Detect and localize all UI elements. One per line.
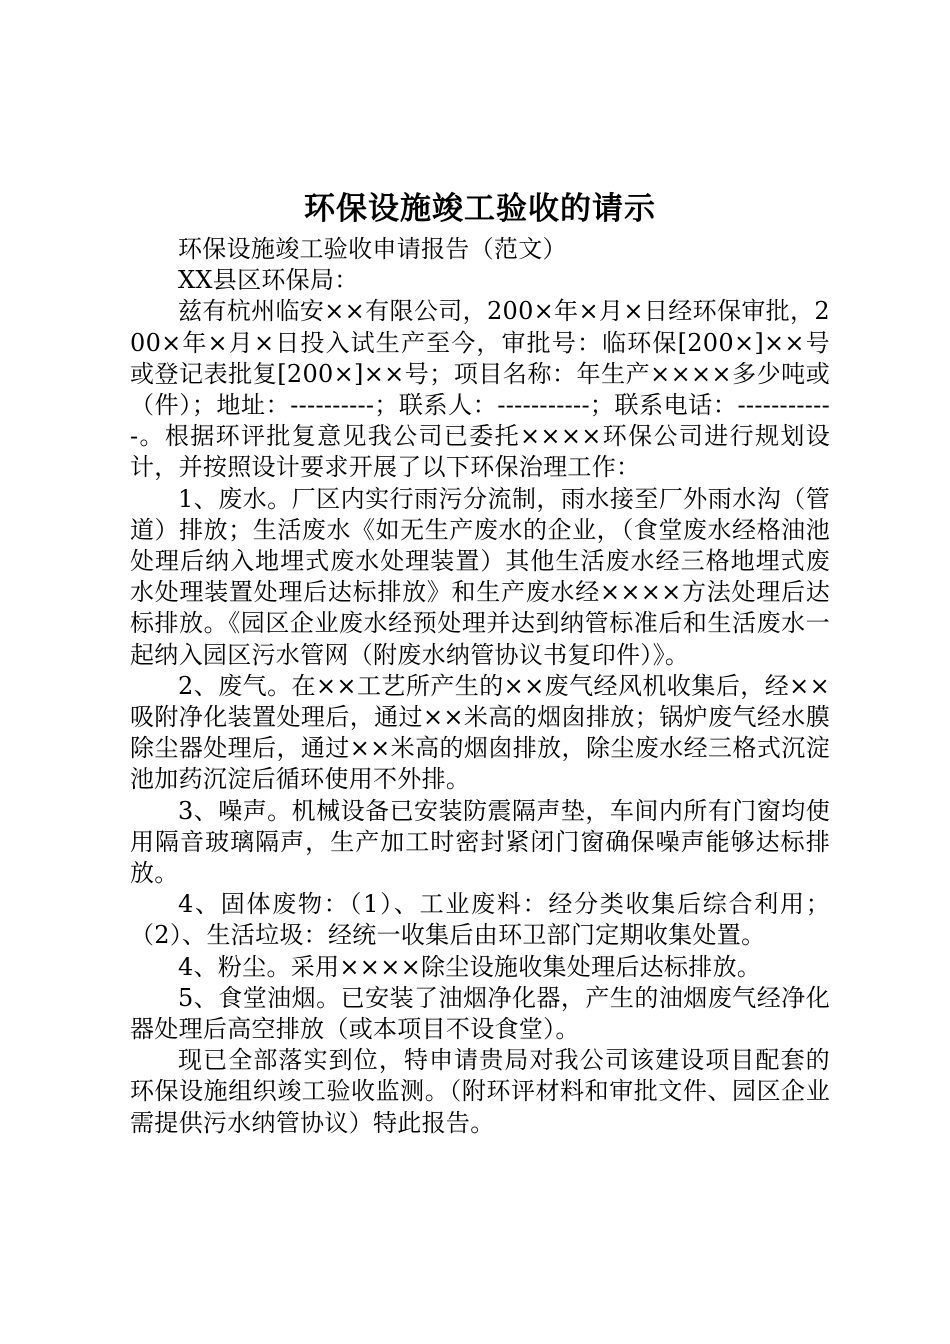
paragraph-recipient: XX县区环保局： <box>178 266 359 295</box>
paragraph-kitchen-fumes: 5、食堂油烟。已安装了油烟净化器，产生的油烟废气经净化器处理后高空排放（或本项目不设食堂）。 <box>130 983 830 1044</box>
document-title: 环保设施竣工验收的请示 <box>304 191 656 227</box>
paragraph-solid-waste: 4、固体废物：（1）、工业废料：经分类收集后综合利用；（2）、生活垃圾：经统一收集后由环卫部门定期收集处置。 <box>130 890 830 950</box>
paragraph-report-heading: 环保设施竣工验收申请报告（范文） <box>178 235 567 263</box>
paragraph-noise: 3、噪声。机械设备已安装防震隔声垫，车间内所有门窗均使用隔音玻璃隔声，生产加工时密封紧闭门窗确保噪声能够达标排放。 <box>130 796 830 888</box>
paragraph-wastewater: 1、废水。厂区内实行雨污分流制，雨水接至厂外雨水沟（管道）排放；生活废水《如无生产废水的企业，（食堂废水经格油池处理后纳入地埋式废水处理装置）其他生活废水经三格地埋式废水处理装置处理后达标排放》和生产废水经××××方法处理后达标排放。《园区企业废水经预处理并达到纳管标准后和生活废水一起纳入园区污水管网（附废水纳管协议书复印件）》。 <box>130 484 830 669</box>
paragraph-dust: 4、粉尘。采用××××除尘设施收集处理后达标排放。 <box>178 952 762 981</box>
paragraph-company-intro: 兹有杭州临安××有限公司，200×年×月×日经环保审批，200×年×月×日投入试生产至今，审批号：临环保[200×]××号或登记表批复[200×]××号；项目名称：年生产××××多少吨或（件）；地址：----------；联系人：-----------；联系电话：------------。根据环评批复意见我公司已委托××××环保公司进行规划设计，并按照设计要求开展了以下环保治理工作： <box>130 297 830 482</box>
paragraph-exhaust-gas: 2、废气。在××工艺所产生的××废气经风机收集后，经××吸附净化装置处理后，通过××米高的烟囱排放；锅炉废气经水膜除尘器处理后，通过××米高的烟囱排放，除尘废水经三格式沉淀池加药沉淀后循环使用不外排。 <box>130 671 830 794</box>
document-page <box>130 186 830 1139</box>
paragraph-closing-request: 现已全部落实到位，特申请贵局对我公司该建设项目配套的环保设施组织竣工验收监测。（附环评材料和审批文件、园区企业需提供污水纳管协议）特此报告。 <box>130 1046 830 1137</box>
